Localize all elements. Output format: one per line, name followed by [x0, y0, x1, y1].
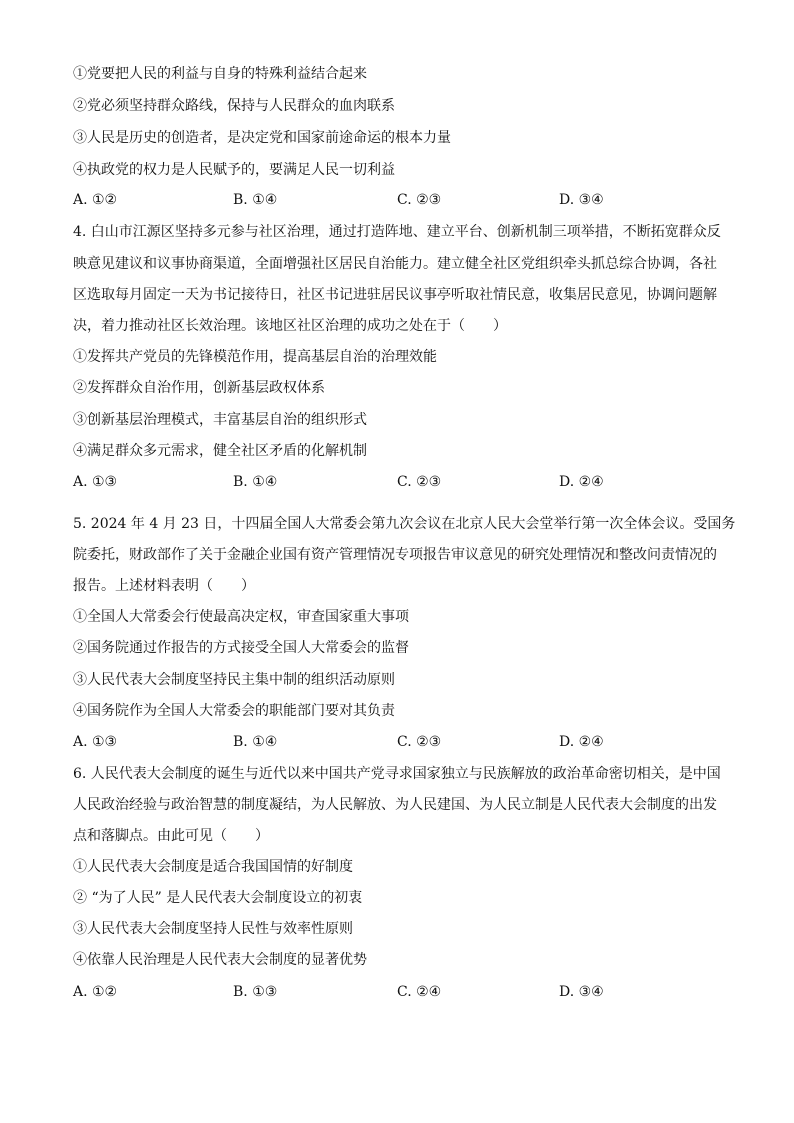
q3-item-1: ①党要把人民的利益与自身的特殊利益结合起来 — [73, 66, 367, 82]
q6-item-4: ④依靠人民治理是人民代表大会制度的显著优势 — [73, 952, 367, 968]
q5-stem-line-2: 院委托，财政部作了关于金融企业国有资产管理情况专项报告审议意见的研究处理情况和整改问责情况的 — [73, 547, 717, 563]
q5-item-3: ③人民代表大会制度坚持民主集中制的组织活动原则 — [73, 672, 395, 688]
q4-option-d: D. ②④ — [559, 474, 604, 490]
q3-option-a: A. ①② — [73, 192, 118, 208]
q4-stem-line-4: 决，着力推动社区长效治理。该地区社区治理的成功之处在于（ ） — [73, 318, 507, 334]
q6-option-b: B. ①③ — [233, 984, 278, 1000]
q5-option-b: B. ①④ — [233, 734, 278, 750]
q5-option-a: A. ①③ — [73, 734, 118, 750]
q4-stem-line-3: 区选取每月固定一天为书记接待日，社区书记进驻居民议事亭听取社情民意，收集居民意见，协调问题解 — [73, 287, 717, 303]
q4-item-4: ④满足群众多元需求，健全社区矛盾的化解机制 — [73, 443, 367, 459]
q3-options — [73, 190, 723, 210]
q4-option-b: B. ①④ — [233, 474, 278, 490]
q4-options — [73, 472, 723, 492]
q6-item-1: ①人民代表大会制度是适合我国国情的好制度 — [73, 859, 353, 875]
q6-item-2: ② “为了人民” 是人民代表大会制度设立的初衷 — [73, 890, 363, 906]
q5-item-2: ②国务院通过作报告的方式接受全国人大常委会的监督 — [73, 640, 409, 656]
q3-option-b: B. ①④ — [233, 192, 278, 208]
q4-item-1: ①发挥共产党员的先锋模范作用，提高基层自治的治理效能 — [73, 349, 437, 365]
q6-stem-line-1: 6. 人民代表大会制度的诞生与近代以来中国共产党寻求国家独立与民族解放的政治革命密切相关，是中国 — [73, 766, 721, 782]
q5-options — [73, 732, 723, 752]
q3-option-d: D. ③④ — [559, 192, 604, 208]
q6-option-d: D. ③④ — [559, 984, 604, 1000]
q6-option-a: A. ①② — [73, 984, 118, 1000]
q6-stem-line-3: 点和落脚点。由此可见（ ） — [73, 828, 269, 844]
q5-stem-line-1: 5. 2024 年 4 月 23 日，十四届全国人大常委会第九次会议在北京人民大会堂举行第一次全体会议。受国务 — [73, 516, 736, 532]
q5-item-4: ④国务院作为全国人大常委会的职能部门要对其负责 — [73, 703, 395, 719]
q5-option-d: D. ②④ — [559, 734, 604, 750]
q5-item-1: ①全国人大常委会行使最高决定权，审查国家重大事项 — [73, 609, 409, 625]
q4-option-a: A. ①③ — [73, 474, 118, 490]
q3-item-2: ②党必须坚持群众路线，保持与人民群众的血肉联系 — [73, 98, 395, 114]
q4-stem-line-1: 4. 白山市江源区坚持多元参与社区治理，通过打造阵地、建立平台、创新机制三项举措，不断拓宽群众反 — [73, 224, 721, 240]
q6-options — [73, 982, 723, 1002]
q5-stem-line-3: 报告。上述材料表明（ ） — [73, 578, 255, 594]
q5-option-c: C. ②③ — [397, 734, 442, 750]
q4-stem-line-2: 映意见建议和议事协商渠道，全面增强社区居民自治能力。建立健全社区党组织牵头抓总综合协调，各社 — [73, 256, 717, 272]
q6-item-3: ③人民代表大会制度坚持人民性与效率性原则 — [73, 921, 353, 937]
q4-item-3: ③创新基层治理模式，丰富基层自治的组织形式 — [73, 412, 367, 428]
q4-item-2: ②发挥群众自治作用，创新基层政权体系 — [73, 380, 325, 396]
q3-option-c: C. ②③ — [397, 192, 442, 208]
q3-item-4: ④执政党的权力是人民赋予的，要满足人民一切利益 — [73, 162, 395, 178]
q4-option-c: C. ②③ — [397, 474, 442, 490]
q6-stem-line-2: 人民政治经验与政治智慧的制度凝结，为人民解放、为人民建国、为人民立制是人民代表大会制度的出发 — [73, 797, 717, 813]
q6-option-c: C. ②④ — [397, 984, 442, 1000]
q3-item-3: ③人民是历史的创造者，是决定党和国家前途命运的根本力量 — [73, 130, 451, 146]
